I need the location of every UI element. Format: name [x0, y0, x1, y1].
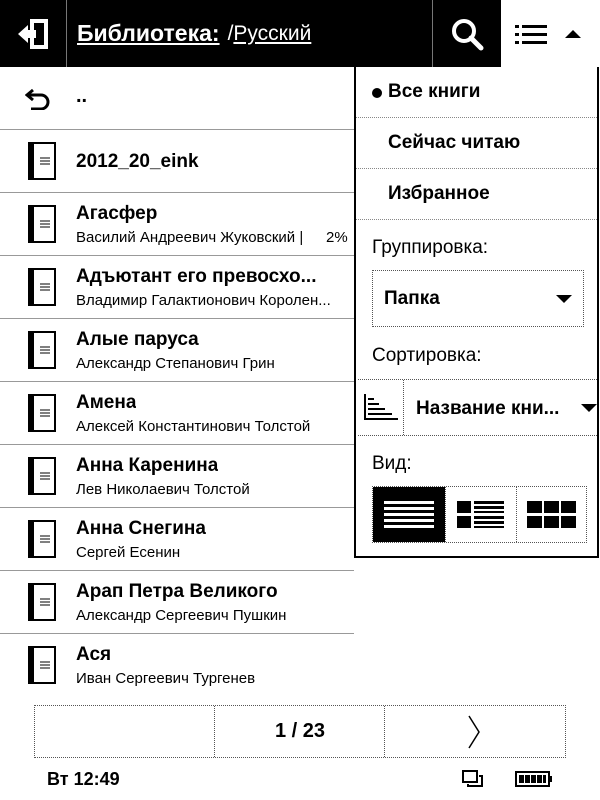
book-list [0, 67, 354, 697]
library-title[interactable]: Библиотека: [77, 20, 220, 46]
list-item[interactable] [0, 445, 354, 508]
dropdown-arrow-icon [556, 295, 572, 304]
sorting-value[interactable]: Название кни... [416, 398, 560, 419]
sorting-control [358, 379, 597, 436]
chevron-right-icon [467, 715, 481, 749]
book-author: Александр Степанович Грин [76, 355, 275, 372]
list-item[interactable] [0, 634, 354, 697]
book-icon [27, 330, 57, 370]
parent-folder-label: .. [76, 85, 88, 107]
selected-bullet-icon [372, 88, 382, 98]
grid-view-button[interactable] [516, 487, 588, 542]
dropdown-arrow-icon [581, 404, 597, 413]
filter-label: Все книги [388, 81, 481, 102]
list-item[interactable] [0, 256, 354, 319]
breadcrumb-separator: / [227, 21, 234, 45]
task-manager-icon[interactable] [462, 770, 484, 788]
book-author: Алексей Константинович Толстой [76, 418, 311, 435]
search-button[interactable] [432, 0, 500, 67]
book-title: Ася [76, 644, 112, 665]
book-icon [27, 456, 57, 496]
book-progress: 2% [326, 229, 348, 246]
book-title: Амена [76, 392, 137, 413]
book-title: Агасфер [76, 203, 158, 224]
sorting-label: Сортировка: [372, 345, 482, 366]
folder-row[interactable] [0, 130, 354, 193]
book-author: Василий Андреевич Жуковский | [76, 229, 304, 246]
book-icon [27, 393, 57, 433]
status-bar [0, 760, 600, 800]
parent-folder-row[interactable] [0, 67, 354, 130]
book-icon [27, 204, 57, 244]
grouping-select[interactable] [372, 270, 584, 327]
caret-up-icon [564, 29, 582, 39]
book-icon [27, 267, 57, 307]
breadcrumb [77, 0, 311, 67]
list-item[interactable] [0, 508, 354, 571]
grouping-label: Группировка: [372, 237, 489, 258]
exit-icon [16, 17, 50, 51]
header-bar [0, 0, 600, 67]
page-indicator[interactable] [215, 706, 385, 757]
book-icon [27, 519, 57, 559]
menu-button[interactable] [500, 0, 600, 67]
book-title: Анна Каренина [76, 455, 219, 476]
list-view-icon [384, 501, 434, 529]
book-author: Сергей Есенин [76, 544, 181, 561]
filter-label: Сейчас читаю [388, 132, 521, 153]
book-title: Адъютант его превосхо... [76, 266, 317, 287]
book-icon [27, 645, 57, 685]
view-mode-selector [372, 486, 587, 543]
prev-page-button[interactable] [35, 706, 215, 757]
detailed-view-button[interactable] [445, 487, 517, 542]
book-author: Владимир Галактионович Королен... [76, 292, 331, 309]
filter-favorites[interactable] [356, 169, 597, 220]
book-author: Иван Сергеевич Тургенев [76, 670, 256, 687]
view-label: Вид: [372, 453, 412, 474]
next-page-button[interactable] [385, 706, 565, 757]
book-title: Анна Снегина [76, 518, 206, 539]
book-title: Алые паруса [76, 329, 199, 350]
book-author: Александр Сергеевич Пушкин [76, 607, 287, 624]
list-item[interactable] [0, 382, 354, 445]
list-menu-icon [515, 24, 547, 44]
library-options-panel [354, 67, 599, 558]
book-icon [27, 582, 57, 622]
pagination-bar [34, 705, 566, 758]
detailed-list-icon [457, 501, 507, 529]
sort-order-icon [364, 394, 398, 420]
list-view-button[interactable] [373, 487, 445, 542]
filter-label: Избранное [388, 183, 490, 204]
list-item[interactable] [0, 571, 354, 634]
grid-view-icon [527, 501, 577, 529]
book-author: Лев Николаевич Толстой [76, 481, 250, 498]
sort-direction-button[interactable] [358, 380, 404, 435]
clock: Вт 12:49 [47, 769, 120, 789]
book-icon [27, 141, 57, 181]
grouping-value: Папка [384, 288, 440, 309]
page-number: 1 / 23 [274, 720, 326, 742]
book-title: Арап Петра Великого [76, 581, 278, 602]
exit-button[interactable] [0, 0, 67, 67]
search-icon [450, 17, 484, 51]
list-item[interactable] [0, 193, 354, 256]
filter-reading-now[interactable] [356, 118, 597, 169]
back-arrow-icon [25, 86, 51, 110]
list-item[interactable] [0, 319, 354, 382]
breadcrumb-folder[interactable]: Русский [233, 21, 312, 45]
filter-all-books[interactable] [356, 67, 597, 118]
folder-title: 2012_20_eink [76, 151, 199, 172]
battery-icon [515, 770, 553, 788]
